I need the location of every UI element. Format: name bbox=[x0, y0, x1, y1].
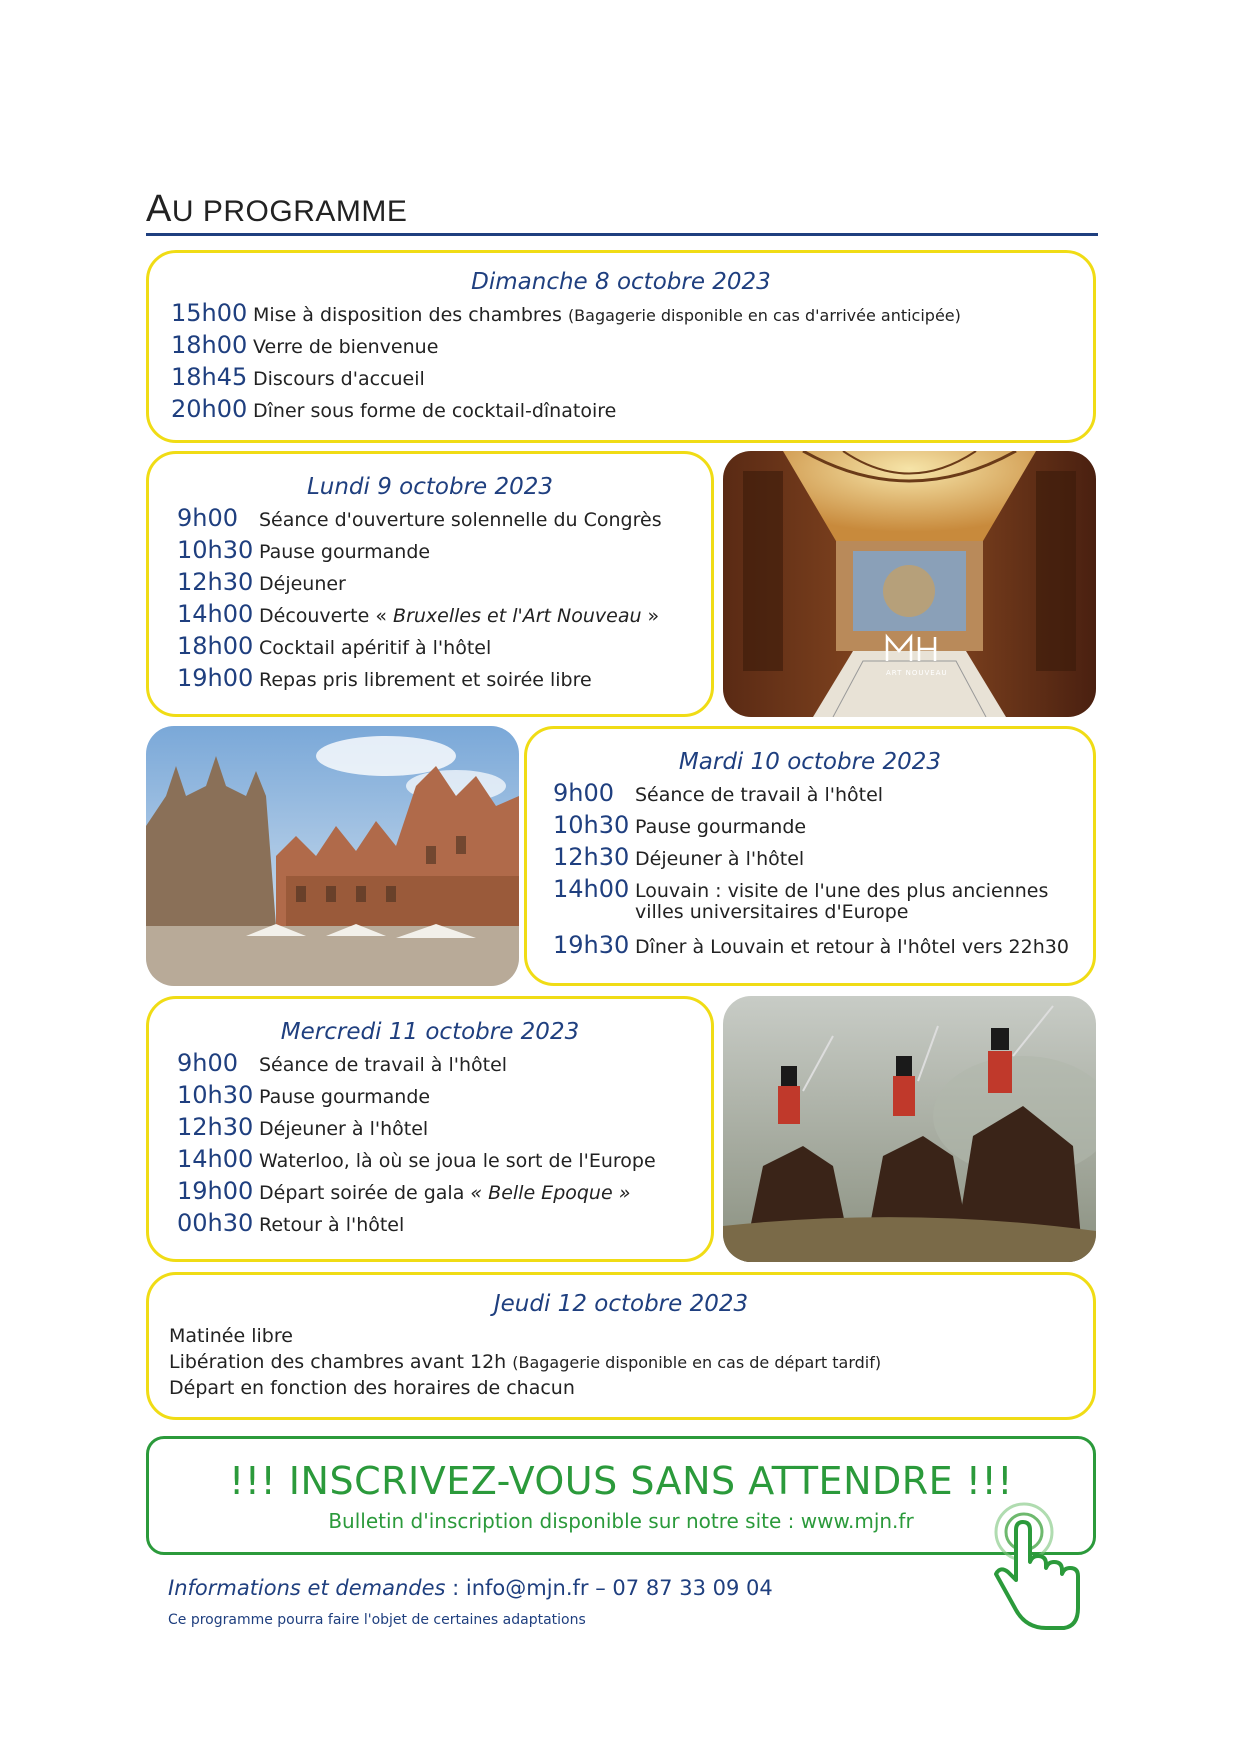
schedule-row: 10h30 Pause gourmande bbox=[177, 536, 431, 564]
schedule-row: 19h00 Départ soirée de gala « Belle Epoque » bbox=[177, 1177, 631, 1205]
schedule-row: 9h00 Séance d'ouverture solennelle du Congrès bbox=[177, 504, 662, 532]
day-box-wednesday bbox=[146, 996, 714, 1262]
schedule-row: 14h00 Découverte « Bruxelles et l'Art Nouveau » bbox=[177, 600, 660, 628]
schedule-row: 14h00 Louvain : visite de l'une des plus anciennes bbox=[553, 875, 1049, 903]
schedule-row: 20h00 Dîner sous forme de cocktail-dînatoire bbox=[171, 395, 617, 423]
art-nouveau-caption: ART NOUVEAU bbox=[886, 669, 948, 677]
registration-banner bbox=[146, 1436, 1096, 1555]
schedule-row: 00h30 Retour à l'hôtel bbox=[177, 1209, 405, 1237]
day-box-tuesday bbox=[524, 726, 1096, 986]
art-nouveau-logo-text bbox=[723, 451, 725, 452]
day-title: Mercredi 11 octobre 2023 bbox=[280, 1019, 580, 1045]
schedule-row: 18h45 Discours d'accueil bbox=[171, 363, 425, 391]
registration-link[interactable]: Bulletin d'inscription disponible sur notre site : www.mjn.fr bbox=[328, 1509, 914, 1533]
schedule-row: 12h30 Déjeuner à l'hôtel bbox=[553, 843, 805, 871]
day-title: Mardi 10 octobre 2023 bbox=[678, 749, 942, 775]
day-box-sunday bbox=[146, 250, 1096, 443]
schedule-row: 9h00 Séance de travail à l'hôtel bbox=[553, 779, 884, 807]
schedule-row: 18h00 Cocktail apéritif à l'hôtel bbox=[177, 632, 492, 660]
day-box-thursday bbox=[146, 1272, 1096, 1420]
schedule-row-continued: villes universitaires d'Europe bbox=[635, 901, 909, 923]
schedule-row: 9h00 Séance de travail à l'hôtel bbox=[177, 1049, 508, 1077]
schedule-row: 18h00 Verre de bienvenue bbox=[171, 331, 439, 359]
title-rule bbox=[146, 233, 1098, 236]
schedule-row: 15h00 Mise à disposition des chambres (Bagagerie disponible en cas d'arrivée anticipée) bbox=[171, 299, 961, 327]
adaptations-note: Ce programme pourra faire l'objet de certaines adaptations bbox=[168, 1612, 586, 1628]
waterloo-photo bbox=[723, 996, 1096, 1262]
louvain-photo bbox=[146, 726, 519, 986]
schedule-row: 19h30 Dîner à Louvain et retour à l'hôtel vers 22h30 bbox=[553, 931, 1069, 959]
schedule-row: 12h30 Déjeuner bbox=[177, 568, 346, 596]
schedule-row: 10h30 Pause gourmande bbox=[553, 811, 807, 839]
schedule-line: Départ en fonction des horaires de chacun bbox=[169, 1377, 575, 1399]
pointing-hand-icon[interactable] bbox=[986, 1500, 1086, 1640]
schedule-row: 12h30 Déjeuner à l'hôtel bbox=[177, 1113, 429, 1141]
schedule-row: 14h00 Waterloo, là où se joua le sort de l'Europe bbox=[177, 1145, 656, 1173]
day-box-monday bbox=[146, 451, 714, 717]
page-title: AU PROGRAMME bbox=[146, 188, 408, 230]
day-title: Jeudi 12 octobre 2023 bbox=[493, 1291, 749, 1317]
day-title: Dimanche 8 octobre 2023 bbox=[471, 269, 771, 295]
schedule-line: Matinée libre bbox=[169, 1325, 293, 1347]
contact-info: Informations et demandes : info@mjn.fr – 07 87 33 09 04 bbox=[168, 1576, 773, 1600]
schedule-line: Libération des chambres avant 12h (Bagagerie disponible en cas de départ tardif) bbox=[169, 1351, 882, 1373]
registration-title: !!! INSCRIVEZ-VOUS SANS ATTENDRE !!! bbox=[229, 1459, 1013, 1503]
schedule-row: 10h30 Pause gourmande bbox=[177, 1081, 431, 1109]
schedule-row: 19h00 Repas pris librement et soirée libre bbox=[177, 664, 592, 692]
art-nouveau-photo bbox=[723, 451, 1096, 717]
day-title: Lundi 9 octobre 2023 bbox=[306, 474, 554, 500]
